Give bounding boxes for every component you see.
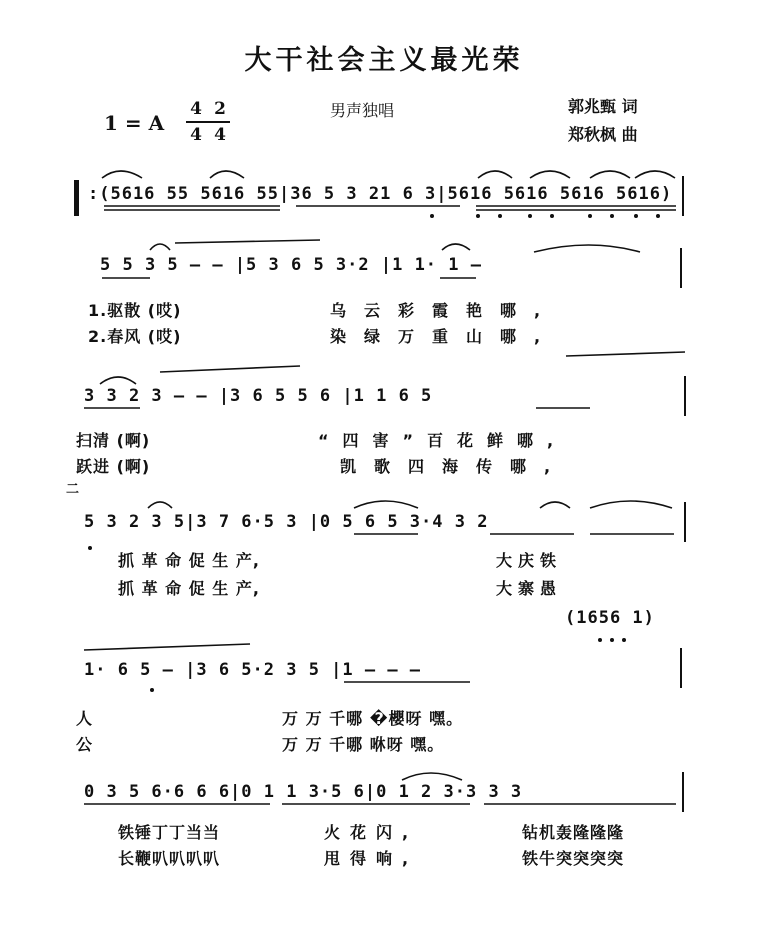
composer-credit: 郑秋枫 曲 [568,125,638,144]
time-num-2: 2 [214,99,226,119]
key-signature: 1 = A [104,111,165,135]
slur-5 [590,171,630,178]
time-den-1: 4 [190,125,202,145]
verse-mark: 二 [66,482,81,497]
slur-6 [635,171,675,178]
slur-1 [102,171,142,178]
dot-9 [656,214,660,218]
dot-5 [550,214,554,218]
lyric-5b: 公 [76,735,94,754]
slur-12 [354,501,418,508]
notation-line-4: 5 3 2 3 5|3 7 6·5 3 |0 5 6 5 3·4 3 2 [84,512,489,532]
notation-line-3: 3 3 2 3 — — |3 6 5 5 6 |1 1 6 5 [84,386,433,406]
lyric-6a: 铁锤丁丁当当 [118,823,221,842]
lyric-6b: 长鞭叭叭叭叭 [118,849,221,868]
slur-9 [534,245,640,252]
slur-10 [100,377,136,384]
notation-line-1: :(5616 55 5616 55|36 5 3 21 6 3|5616 5616 5616 5616) [88,184,673,204]
slur-14 [590,501,672,508]
tie-1 [175,240,320,243]
time-den-2: 4 [214,125,226,145]
slur-11 [148,502,172,508]
lyric-6c: 火花闪, [324,823,419,842]
dot-13 [610,638,614,642]
lyric-3d: 凯歌四海传哪, [340,457,569,476]
dot-12 [598,638,602,642]
dot-10 [88,546,92,550]
lyric-2d: 染绿万重山哪, [330,327,559,346]
notation-line-5: 1· 6 5 — |3 6 5·2 3 5 |1 — — — [84,660,422,680]
lyric-5a: 人 [76,709,94,728]
lyric-5c: 万 万 千哪 �櫻呀 嘿。 [282,709,464,728]
song-title: 大干社会主义最光荣 [244,45,524,76]
slur-4 [530,171,570,178]
lyric-3a: 扫清 (啊) [76,431,151,450]
tie-2 [160,366,300,372]
lyric-6e: 钻机轰隆隆隆 [522,823,625,842]
slur-15 [402,773,462,780]
lyric-2b: 2.春风 (哎) [88,327,182,346]
notation-line-2: 5 5 3 5 — — |5 3 6 5 3·2 |1 1· 1 — [100,255,482,275]
lyric-4c: 大庆铁 [496,551,563,570]
dot-7 [610,214,614,218]
dot-11 [150,688,154,692]
notation-line-6: 0 3 5 6·6 6 6|0 1 1 3·5 6|0 1 2 3·3 3 3 [84,782,523,802]
dot-1 [430,214,434,218]
coda-notes: (1656 1) [565,608,655,628]
dot-14 [622,638,626,642]
lyric-4b: 抓 革 命 促 生 产, [118,579,260,598]
slur-7 [150,244,170,250]
time-num-1: 4 [190,99,202,119]
lyric-5d: 万 万 千哪 咻呀 嘿。 [282,735,445,754]
lyricist-credit: 郭兆甄 词 [568,97,638,116]
slur-3 [478,171,512,178]
lyric-3b: 跃进 (啊) [76,457,151,476]
slur-13 [540,502,570,508]
dot-8 [634,214,638,218]
lyric-3c: “四害”百花鲜哪, [318,431,568,450]
dot-3 [498,214,502,218]
lyric-2a: 1.驱散 (哎) [88,301,182,320]
tie-3 [566,352,685,356]
slur-2 [210,171,244,178]
performance-note: 男声独唱 [330,101,395,120]
lyric-4a: 抓 革 命 促 生 产, [118,551,260,570]
lyric-4d: 大寨愚 [496,579,563,598]
lyric-2c: 乌云彩霞艳哪, [330,301,559,320]
dot-2 [476,214,480,218]
dot-4 [528,214,532,218]
slur-8 [442,244,470,250]
tie-4 [84,644,250,650]
dot-6 [588,214,592,218]
lyric-6f: 铁牛突突突突 [522,849,625,868]
lyric-6d: 甩得响, [324,849,419,868]
